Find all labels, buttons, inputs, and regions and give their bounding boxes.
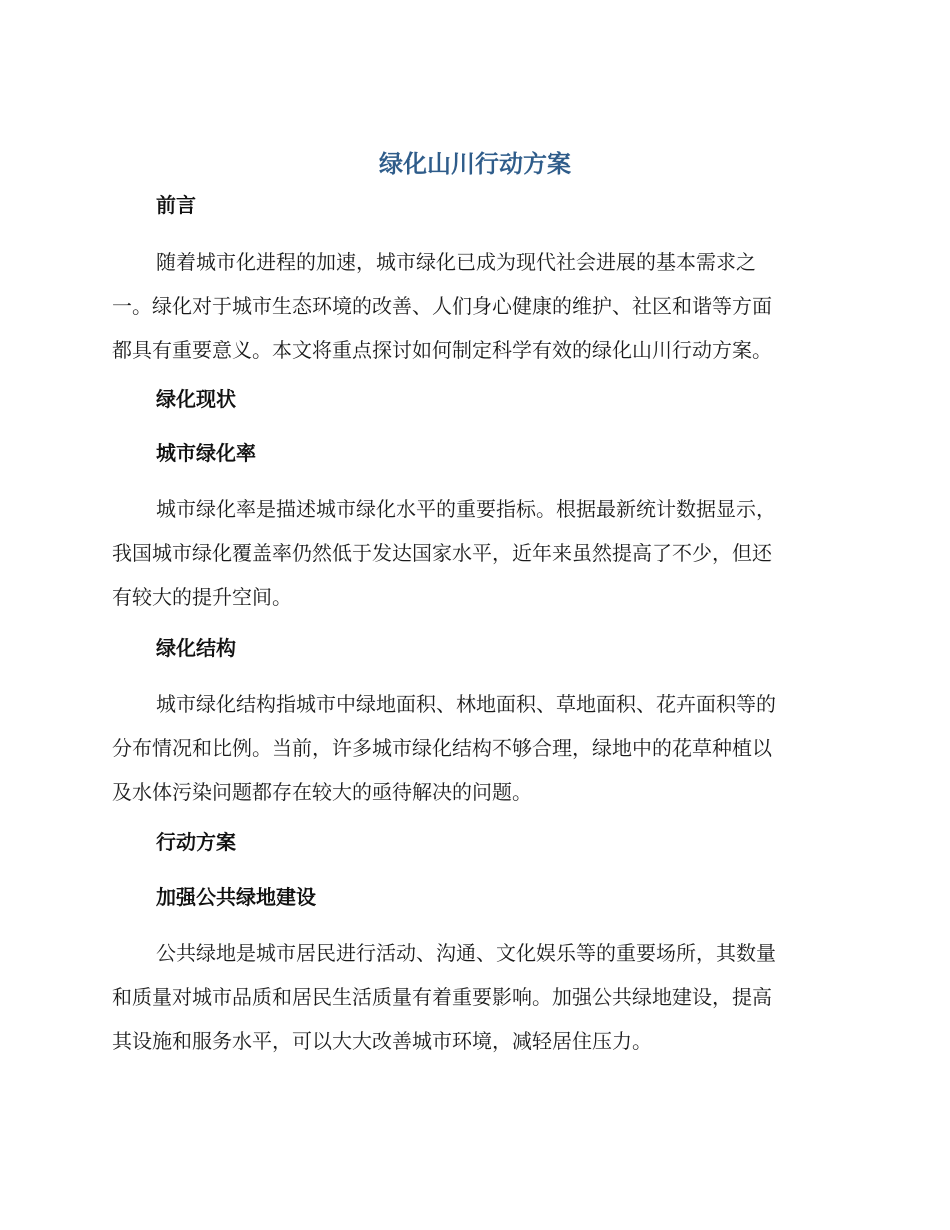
paragraph-line: 和质量对城市品质和居民生活质量有着重要影响。加强公共绿地建设，提高 (112, 985, 772, 1009)
paragraph-line: 都具有重要意义。本文将重点探讨如何制定科学有效的绿化山川行动方案。 (112, 338, 772, 362)
paragraph-line: 随着城市化进程的加速，城市绿化已成为现代社会进展的基本需求之 (156, 250, 756, 274)
paragraph-line: 城市绿化率是描述城市绿化水平的重要指标。根据最新统计数据显示， (156, 497, 776, 521)
paragraph-line: 分布情况和比例。当前，许多城市绿化结构不够合理，绿地中的花草种植以 (112, 736, 772, 760)
paragraph-line: 一。绿化对于城市生态环境的改善、人们身心健康的维护、社区和谐等方面 (112, 294, 772, 318)
heading-preface: 前言 (156, 193, 196, 217)
heading-green-structure: 绿化结构 (156, 636, 236, 660)
paragraph-preface (112, 240, 832, 372)
paragraph-line: 我国城市绿化覆盖率仍然低于发达国家水平，近年来虽然提高了不少，但还 (112, 541, 772, 565)
document-title: 绿化山川行动方案 (379, 150, 571, 178)
heading-green-rate: 城市绿化率 (156, 441, 256, 465)
heading-public-green: 加强公共绿地建设 (156, 885, 316, 909)
paragraph-line: 其设施和服务水平，可以大大改善城市环境，减轻居住压力。 (112, 1029, 652, 1053)
paragraph-line: 有较大的提升空间。 (112, 585, 292, 609)
heading-action-plan: 行动方案 (156, 830, 236, 854)
heading-status: 绿化现状 (156, 387, 236, 411)
paragraph-green-structure (112, 682, 832, 814)
paragraph-public-green (112, 931, 832, 1063)
paragraph-line: 及水体污染问题都存在较大的亟待解决的问题。 (112, 780, 532, 804)
paragraph-line: 城市绿化结构指城市中绿地面积、林地面积、草地面积、花卉面积等的 (156, 692, 776, 716)
paragraph-line: 公共绿地是城市居民进行活动、沟通、文化娱乐等的重要场所，其数量 (156, 941, 776, 965)
paragraph-green-rate (112, 487, 832, 619)
